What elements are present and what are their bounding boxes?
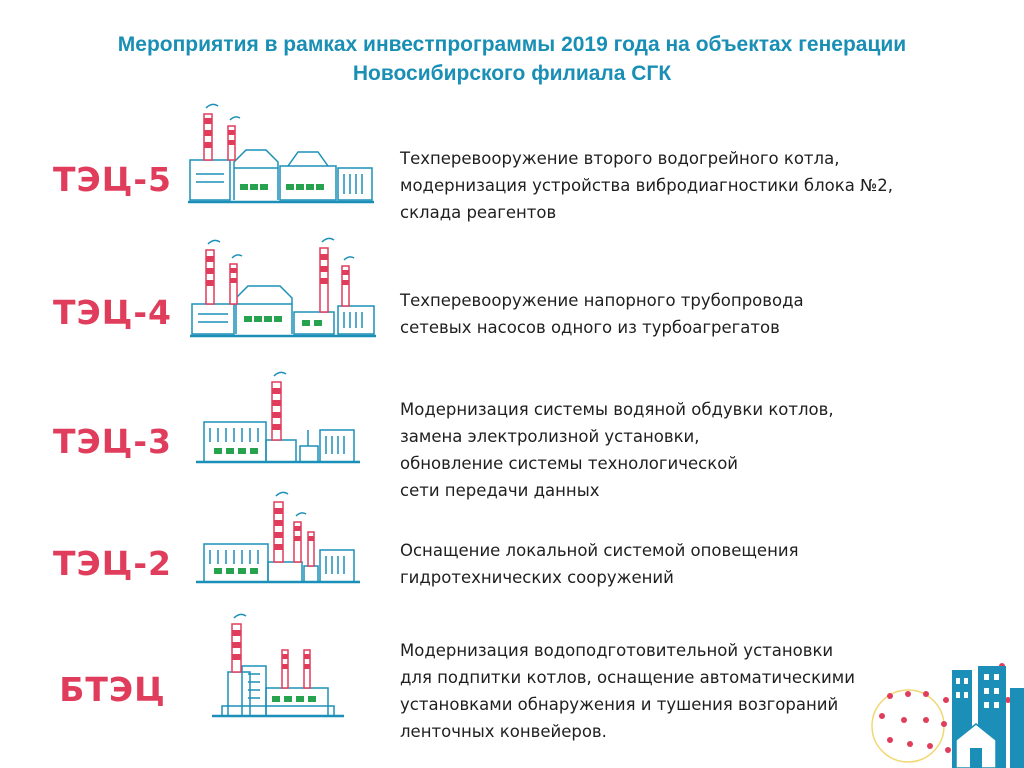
description-tec2 [400, 537, 920, 591]
description-line: ленточных конвейеров. [400, 722, 607, 741]
description-tec5 [400, 145, 920, 226]
description-line: сети передачи данных [400, 481, 600, 500]
description-line: замена электролизной установки, [400, 427, 700, 446]
description-line: для подпитки котлов, оснащение автоматическими [400, 668, 855, 687]
description-line: гидротехнических сооружений [400, 568, 674, 587]
page-title-line-1: Мероприятия в рамках инвестпрограммы 2019 года на объектах генерации [117, 33, 907, 56]
power-plant-small-icon [212, 610, 346, 720]
plant-label-tec2: ТЭЦ-2 [52, 544, 172, 583]
page-title-line-2: Новосибирского филиала СГК [352, 62, 672, 85]
description-tec3 [400, 396, 920, 504]
description-line: Модернизация водоподготовительной установки [400, 641, 834, 660]
power-plant-large-icon [188, 100, 378, 206]
page-title [0, 30, 1024, 88]
description-line: Модернизация системы водяной обдувки котлов, [400, 400, 834, 419]
plant-label-tec5: ТЭЦ-5 [52, 160, 172, 199]
description-line: Оснащение локальной системой оповещения [400, 541, 799, 560]
plant-label-tec4: ТЭЦ-4 [52, 293, 172, 332]
description-line: Техперевооружение напорного трубопровода [400, 291, 804, 310]
description-line: Техперевооружение второго водогрейного котла, [400, 149, 840, 168]
city-skyline-icon [860, 640, 1024, 768]
plant-label-btec: БТЭЦ [59, 670, 166, 709]
power-plant-three-chimney-icon [196, 490, 362, 586]
power-plant-four-chimney-icon [190, 236, 380, 340]
description-line: модернизация устройства вибродиагностики блока №2, [400, 176, 893, 195]
description-line: обновление системы технологической [400, 454, 739, 473]
description-line: склада реагентов [400, 203, 557, 222]
plant-label-tec3: ТЭЦ-3 [52, 422, 172, 461]
power-plant-single-chimney-icon [196, 368, 362, 466]
description-btec [400, 637, 920, 745]
description-line: установками обнаружения и тушения возгораний [400, 695, 839, 714]
description-line: сетевых насосов одного из турбоагрегатов [400, 318, 780, 337]
description-tec4 [400, 287, 920, 341]
